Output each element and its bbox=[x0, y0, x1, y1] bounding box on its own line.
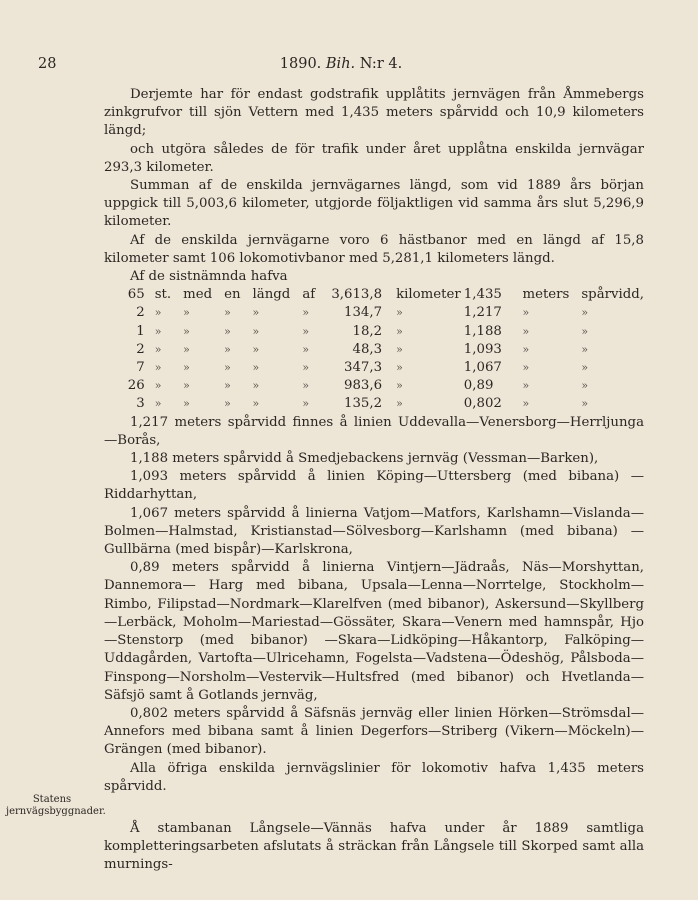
running-title bbox=[38, 56, 644, 72]
row-gauge: 0,89 bbox=[463, 378, 494, 394]
ditto-mark: » bbox=[581, 324, 589, 338]
ditto-mark: » bbox=[522, 397, 530, 411]
paragraph: Alla öfriga enskilda jernvägslinier för lokomotiv hafva 1,435 meters spårvidd. bbox=[104, 760, 644, 794]
header-number: N:r 4. bbox=[359, 56, 403, 72]
ditto-mark: » bbox=[252, 397, 260, 411]
ditto-mark: » bbox=[302, 397, 310, 411]
ditto-mark: » bbox=[396, 379, 403, 393]
ditto-mark: » bbox=[224, 379, 231, 393]
ditto-mark: » bbox=[581, 397, 589, 411]
row-count: 1 bbox=[136, 323, 145, 339]
row-count: 7 bbox=[136, 360, 145, 376]
cell-tail: spårvidd, bbox=[581, 287, 644, 303]
ditto-mark: » bbox=[183, 342, 190, 356]
row-length: 134,7 bbox=[344, 305, 383, 321]
row-count: 65 bbox=[127, 287, 145, 303]
ditto-mark: » bbox=[522, 379, 530, 393]
ditto-mark: » bbox=[581, 379, 589, 393]
paragraph: Derjemte har för endast godstrafik upplåtits jernvägen från Åmmebergs zinkgrufvor till sjön Vettern med 1,435 meters spårvidd och 10,9 kilometers längd; bbox=[104, 87, 644, 139]
row-length: 3,613,8 bbox=[331, 287, 383, 303]
header-year: 1890. bbox=[279, 56, 322, 72]
row-length: 983,6 bbox=[344, 378, 383, 394]
table-row bbox=[118, 341, 644, 359]
header-bih: Bih. bbox=[325, 56, 356, 72]
ditto-mark: » bbox=[224, 306, 231, 320]
paragraph: 1,093 meters spårvidd å linien Köping—Uttersberg (med bibana) —Riddarhyttan, bbox=[104, 469, 644, 503]
paragraph: och utgöra således de för trafik under året upplåtna enskilda jernvägar 293,3 kilometer. bbox=[104, 141, 644, 175]
margin-note: Statens jernvägsbyggnader. bbox=[6, 794, 106, 817]
ditto-mark: » bbox=[522, 361, 530, 375]
row-count: 2 bbox=[136, 305, 145, 321]
section-gap bbox=[104, 796, 644, 820]
running-header bbox=[38, 56, 644, 78]
cell-langd: längd bbox=[252, 287, 291, 303]
ditto-mark: » bbox=[154, 379, 162, 393]
ditto-mark: » bbox=[522, 324, 530, 338]
row-length: 48,3 bbox=[352, 341, 383, 357]
row-length: 347,3 bbox=[344, 360, 383, 376]
page-number: 28 bbox=[38, 56, 57, 72]
cell-st: st. bbox=[154, 287, 172, 303]
ditto-mark: » bbox=[252, 306, 260, 320]
ditto-mark: » bbox=[183, 379, 190, 393]
row-gauge: 0,802 bbox=[463, 396, 502, 412]
table-row bbox=[118, 286, 644, 304]
ditto-mark: » bbox=[302, 342, 310, 356]
ditto-mark: » bbox=[396, 361, 403, 375]
paragraph: Af de enskilda jernvägarne voro 6 hästbanor med en längd af 15,8 kilometer samt 106 lokomotivbanor med 5,281,1 kilometers längd. bbox=[104, 232, 644, 266]
ditto-mark: » bbox=[252, 361, 260, 375]
table-intro: Af de sistnämnda hafva bbox=[130, 269, 288, 285]
table-row bbox=[118, 377, 644, 395]
ditto-mark: » bbox=[224, 361, 231, 375]
paragraph: 1,188 meters spårvidd å Smedjebackens jernväg (Vessman—Barken), bbox=[130, 451, 599, 467]
paragraph: Å stambanan Långsele—Vännäs hafva under år 1889 samtliga kompletteringsarbeten afslutats å sträckan från Långsele till Skorped samt alla murnings- bbox=[104, 820, 644, 873]
paragraph: Summan af de enskilda jernvägarnes längd, som vid 1889 års början uppgick till 5,003,6 kilometer, utgjorde följaktligen vid samma års slut 5,296,9 kilometer. bbox=[104, 178, 644, 230]
text-body bbox=[104, 86, 644, 875]
cell-af: af bbox=[302, 287, 316, 303]
paragraph: 1,217 meters spårvidd finnes å linien Uddevalla—Venersborg—Herrljunga—Borås, bbox=[104, 414, 644, 448]
paragraph: 0,89 meters spårvidd å linierna Vintjern—Jädraås, Näs—Morshyttan, Dannemora— Harg med bibana, Upsala—Lenna—Norrtelge, Stockholm—Rimbo, Filipstad—Nordmark—Klarelfven (med bibanor), Askersund—Skyllberg—Lerbäck, Moholm—Mariestad—Gössäter, Skara—Venern med hamnspår, Hjo—Stenstorp (med bibanor) —Skara—Lidköping—Håkantorp, Falköping—Uddagården, Vartofta—Ulricehamn, Fogelsta—Vadstena—Ödeshög, Pålsboda—Finspong—Norsholm—Vestervik—Hultsfred (med bibanor) och Hvetlanda—Säfsjö samt å Gotlands jernväg, bbox=[104, 560, 644, 703]
cell-en: en bbox=[224, 287, 241, 303]
ditto-mark: » bbox=[302, 379, 310, 393]
table-row bbox=[118, 395, 644, 413]
paragraph: 1,067 meters spårvidd å linierna Vatjom—Matfors, Karlshamn—Vislanda—Bolmen—Halmstad, Kristianstad—Sölvesborg—Karlshamn (med bibana) —Gullbärna (med bispår)—Karlskrona, bbox=[104, 505, 644, 558]
ditto-mark: » bbox=[581, 361, 589, 375]
ditto-mark: » bbox=[224, 342, 231, 356]
ditto-mark: » bbox=[183, 361, 190, 375]
ditto-mark: » bbox=[302, 361, 310, 375]
ditto-mark: » bbox=[183, 324, 190, 338]
table-row bbox=[118, 359, 644, 377]
ditto-mark: » bbox=[252, 379, 260, 393]
ditto-mark: » bbox=[154, 397, 162, 411]
cell-unit2: meters bbox=[522, 287, 570, 303]
ditto-mark: » bbox=[154, 306, 162, 320]
row-gauge: 1,067 bbox=[463, 360, 502, 376]
table-row bbox=[118, 304, 644, 322]
row-length: 18,2 bbox=[352, 323, 383, 339]
row-count: 2 bbox=[136, 341, 145, 357]
cell-unit: kilometer bbox=[396, 287, 461, 303]
ditto-mark: » bbox=[581, 342, 589, 356]
ditto-mark: » bbox=[154, 361, 162, 375]
row-count: 26 bbox=[127, 378, 145, 394]
row-gauge: 1,188 bbox=[463, 323, 502, 339]
row-gauge: 1,217 bbox=[463, 305, 502, 321]
ditto-mark: » bbox=[252, 342, 260, 356]
paragraph: 0,802 meters spårvidd å Säfsnäs jernväg eller linien Hörken—Strömsdal—Annefors med bibana samt å linien Degerfors—Striberg (Vikern—Möckeln)—Grängen (med bibanor). bbox=[104, 705, 644, 758]
ditto-mark: » bbox=[522, 342, 530, 356]
gauge-table bbox=[118, 286, 644, 413]
cell-med: med bbox=[183, 287, 213, 303]
row-count: 3 bbox=[136, 396, 145, 412]
ditto-mark: » bbox=[154, 342, 162, 356]
row-gauge: 1,435 bbox=[463, 287, 502, 303]
ditto-mark: » bbox=[224, 397, 231, 411]
ditto-mark: » bbox=[396, 397, 403, 411]
ditto-mark: » bbox=[302, 324, 310, 338]
ditto-mark: » bbox=[252, 324, 260, 338]
ditto-mark: » bbox=[224, 324, 231, 338]
row-length: 135,2 bbox=[344, 396, 383, 412]
ditto-mark: » bbox=[183, 306, 190, 320]
ditto-mark: » bbox=[396, 324, 403, 338]
ditto-mark: » bbox=[183, 397, 190, 411]
ditto-mark: » bbox=[396, 306, 403, 320]
ditto-mark: » bbox=[581, 306, 589, 320]
row-gauge: 1,093 bbox=[463, 341, 502, 357]
table-row bbox=[118, 323, 644, 341]
ditto-mark: » bbox=[396, 342, 403, 356]
ditto-mark: » bbox=[154, 324, 162, 338]
ditto-mark: » bbox=[302, 306, 310, 320]
ditto-mark: » bbox=[522, 306, 530, 320]
